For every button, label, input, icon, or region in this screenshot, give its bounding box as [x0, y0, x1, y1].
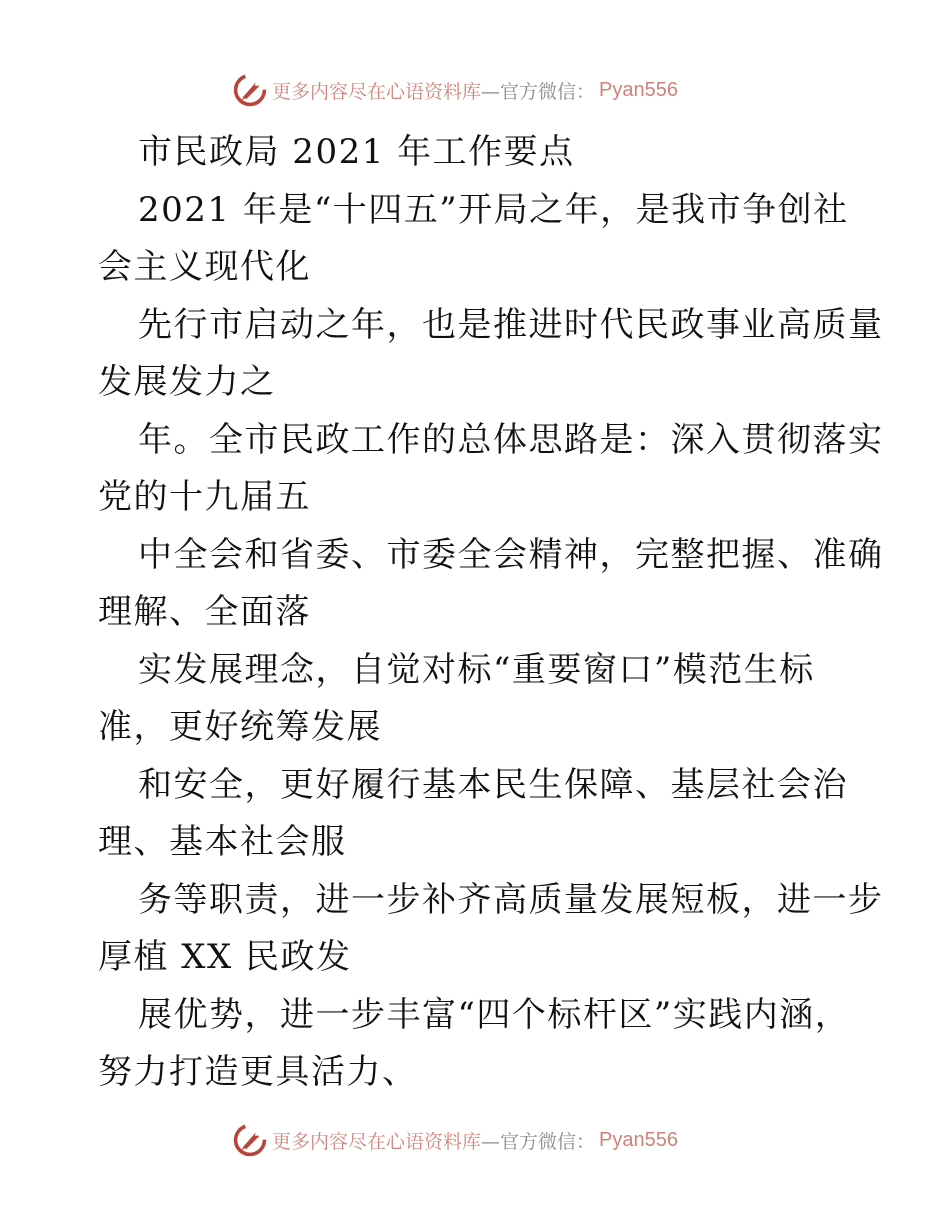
paragraph-line: 年。全市民政工作的总体思路是：深入贯彻落实: [138, 419, 884, 460]
watermark-wechat-id: Pyan556: [599, 78, 678, 101]
paragraph-line: 准，更好统筹发展: [98, 707, 382, 747]
paragraph-line: 厚植 XX 民政发: [98, 937, 352, 977]
paragraph-line: 务等职责，进一步补齐高质量发展短板，进一步: [138, 879, 884, 920]
watermark-wechat-id: Pyan556: [599, 1128, 678, 1151]
paragraph-line: 展优势，进一步丰富“四个标杆区”实践内涵，: [138, 994, 851, 1035]
watermark-wechat-label: —官方微信：: [481, 1130, 596, 1153]
paragraph-line: 党的十九届五: [98, 477, 311, 517]
paragraph-line: 会主义现代化: [98, 247, 311, 287]
watermark-wechat-label: —官方微信：: [481, 80, 596, 103]
paragraph-line: 理解、全面落: [98, 592, 311, 632]
watermark-site-text: 更多内容尽在心语资料库: [272, 1130, 482, 1153]
paragraph-line: 努力打造更具活力、: [98, 1052, 418, 1092]
paragraph-line: 实发展理念，自觉对标“重要窗口”模范生标: [138, 649, 815, 690]
watermark-site-text: 更多内容尽在心语资料库: [272, 80, 482, 103]
header-watermark: [232, 70, 678, 110]
document-body: [98, 124, 884, 1102]
paragraph-line: 发展发力之: [98, 362, 276, 402]
paragraph-line: 理、基本社会服: [98, 822, 347, 862]
document-title: 市民政局 2021 年工作要点: [138, 132, 575, 172]
paragraph-line: 中全会和省委、市委全会精神，完整把握、准确: [138, 534, 884, 575]
footer-watermark: [232, 1120, 678, 1160]
paragraph-line: 2021 年是“十四五”开局之年，是我市争创社: [138, 189, 849, 230]
pen-nib-logo-icon: [232, 72, 268, 108]
pen-nib-logo-icon: [232, 1122, 268, 1158]
paragraph-line: 和安全，更好履行基本民生保障、基层社会治: [138, 764, 848, 805]
paragraph-line: 先行市启动之年，也是推进时代民政事业高质量: [138, 304, 884, 345]
